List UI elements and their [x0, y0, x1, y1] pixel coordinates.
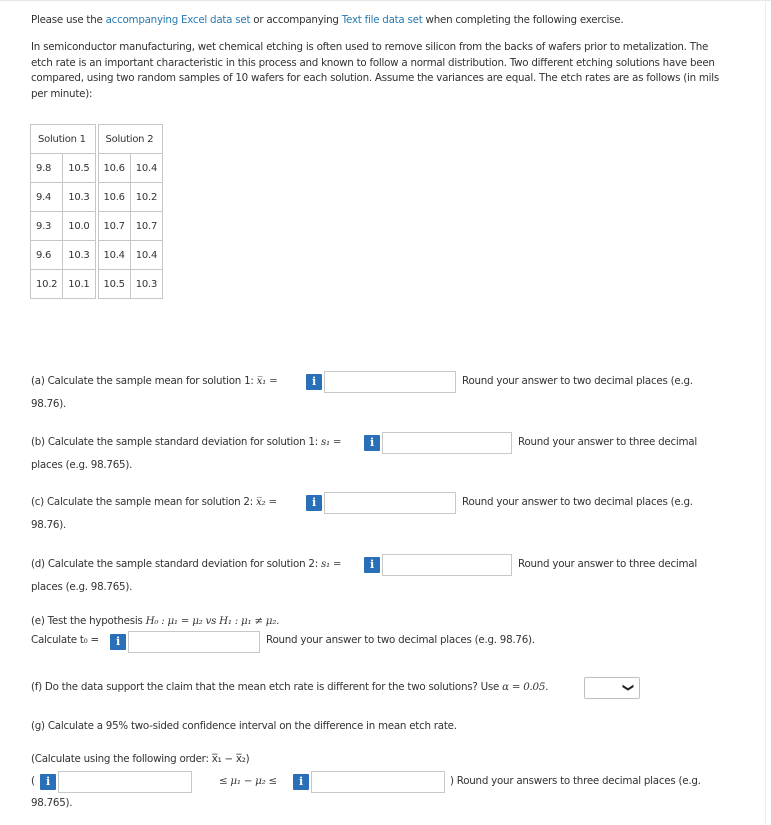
xbar1-symbol: x̅₁ = [256, 375, 278, 387]
t0-input[interactable] [128, 631, 260, 653]
s1-symbol: s₁ = [320, 436, 342, 448]
sd-solution-2-input[interactable] [382, 554, 512, 576]
mean-solution-2-input[interactable] [324, 492, 456, 514]
question-e-round: Round your answer to two decimal places (e.g. 98.76). [266, 634, 535, 646]
open-paren: ( [31, 775, 35, 787]
text-data-link[interactable]: Text file data set [341, 14, 423, 26]
table-cell: 10.4 [130, 241, 162, 270]
solution-1-header: Solution 1 [31, 125, 96, 154]
hypothesis-math: H₀ : μ₁ = μ₂ vs H₁ : μ₁ ≠ μ₂. [145, 615, 280, 627]
table-row [31, 241, 163, 270]
table-cell: 10.3 [63, 183, 95, 212]
question-g-label: (g) Calculate a 95% two-sided confidence interval on the difference in mean etch rate. [31, 720, 457, 732]
question-e-calc-label: Calculate t₀ = [31, 634, 99, 646]
table-cell: 9.8 [31, 154, 63, 183]
question-g-order: (Calculate using the following order: x̅₁ − x̅₂) [31, 753, 250, 765]
table-cell: 10.2 [130, 183, 162, 212]
question-d-round: Round your answer to three decimal [518, 558, 697, 570]
question-a-round: Round your answer to two decimal places (e.g. [462, 375, 693, 387]
top-border [0, 0, 771, 1]
info-icon[interactable]: i [364, 435, 380, 451]
question-e-hypothesis: (e) Test the hypothesis H₀ : μ₁ = μ₂ vs H₁ : μ₁ ≠ μ₂. [31, 615, 280, 627]
question-f-label: (f) Do the data support the claim that the mean etch rate is different for the two solutions? Use α = 0.05. [31, 681, 549, 693]
intro-prefix: Please use the [31, 14, 103, 26]
question-d-label: (d) Calculate the sample standard deviation for solution 2: s₁ = [31, 558, 342, 570]
table-cell: 9.3 [31, 212, 63, 241]
table-cell: 10.4 [130, 154, 162, 183]
etch-rate-table [30, 124, 163, 299]
table-cell: 10.7 [130, 212, 162, 241]
table-cell: 10.6 [98, 183, 130, 212]
question-a-label: (a) Calculate the sample mean for solution 1: x̅₁ = [31, 375, 278, 387]
table-cell: 10.0 [63, 212, 95, 241]
s2-symbol: s₁ = [320, 558, 342, 570]
table-cell: 10.1 [63, 270, 95, 299]
intro-middle: or accompanying [253, 14, 339, 26]
excel-data-link[interactable]: accompanying Excel data set [105, 14, 251, 26]
question-c-round-cont: 98.76). [31, 519, 67, 531]
table-row [31, 183, 163, 212]
question-b-round: Round your answer to three decimal [518, 436, 697, 448]
sd-solution-1-input[interactable] [382, 432, 512, 454]
question-a-round-cont: 98.76). [31, 398, 67, 410]
alpha-value: α = 0.05. [502, 681, 549, 693]
question-b-round-cont: places (e.g. 98.765). [31, 459, 133, 471]
info-icon[interactable]: i [306, 495, 322, 511]
table-row [31, 270, 163, 299]
problem-text: In semiconductor manufacturing, wet chemical etching is often used to remove silicon from the backs of wafers prior to metalization. The etch rate is an important characteristic in this process and known to follow a normal distribution. Two different etching solutions have been compared, using two random samples of 10 wafers for each solution. Assume the variances are equal. The etch rates are as follows (in mils per minute): [31, 41, 720, 100]
right-border [765, 0, 766, 825]
table-cell: 10.3 [130, 270, 162, 299]
table-cell: 10.5 [98, 270, 130, 299]
table-cell: 9.4 [31, 183, 63, 212]
info-icon[interactable]: i [40, 774, 56, 790]
table-cell: 10.2 [31, 270, 63, 299]
chevron-down-icon: ❯ [622, 683, 636, 692]
info-icon[interactable]: i [364, 557, 380, 573]
ci-upper-input[interactable] [311, 771, 445, 793]
xbar2-symbol: x̅₂ = [255, 496, 277, 508]
question-g-round: ) Round your answers to three decimal places (e.g. [450, 775, 701, 787]
solution-2-header: Solution 2 [98, 125, 163, 154]
table-row [31, 212, 163, 241]
info-icon[interactable]: i [110, 634, 126, 650]
question-c-label: (c) Calculate the sample mean for solution 2: x̅₂ = [31, 496, 277, 508]
question-b-label: (b) Calculate the sample standard deviation for solution 1: s₁ = [31, 436, 342, 448]
table-cell: 10.5 [63, 154, 95, 183]
table-cell: 9.6 [31, 241, 63, 270]
question-c-round: Round your answer to two decimal places (e.g. [462, 496, 693, 508]
support-claim-dropdown[interactable] [584, 677, 640, 699]
info-icon[interactable]: i [293, 774, 309, 790]
intro-suffix: when completing the following exercise. [425, 14, 624, 26]
mean-solution-1-input[interactable] [324, 371, 456, 393]
ci-inequality: ≤ μ₁ − μ₂ ≤ [219, 775, 277, 787]
ci-lower-input[interactable] [58, 771, 192, 793]
intro-line [31, 14, 623, 26]
table-header-row [31, 125, 163, 154]
question-d-round-cont: places (e.g. 98.765). [31, 581, 133, 593]
table-cell: 10.7 [98, 212, 130, 241]
question-g-round-cont: 98.765). [31, 797, 73, 809]
table-cell: 10.3 [63, 241, 95, 270]
table-cell: 10.4 [98, 241, 130, 270]
table-cell: 10.6 [98, 154, 130, 183]
info-icon[interactable]: i [306, 374, 322, 390]
table-row [31, 154, 163, 183]
